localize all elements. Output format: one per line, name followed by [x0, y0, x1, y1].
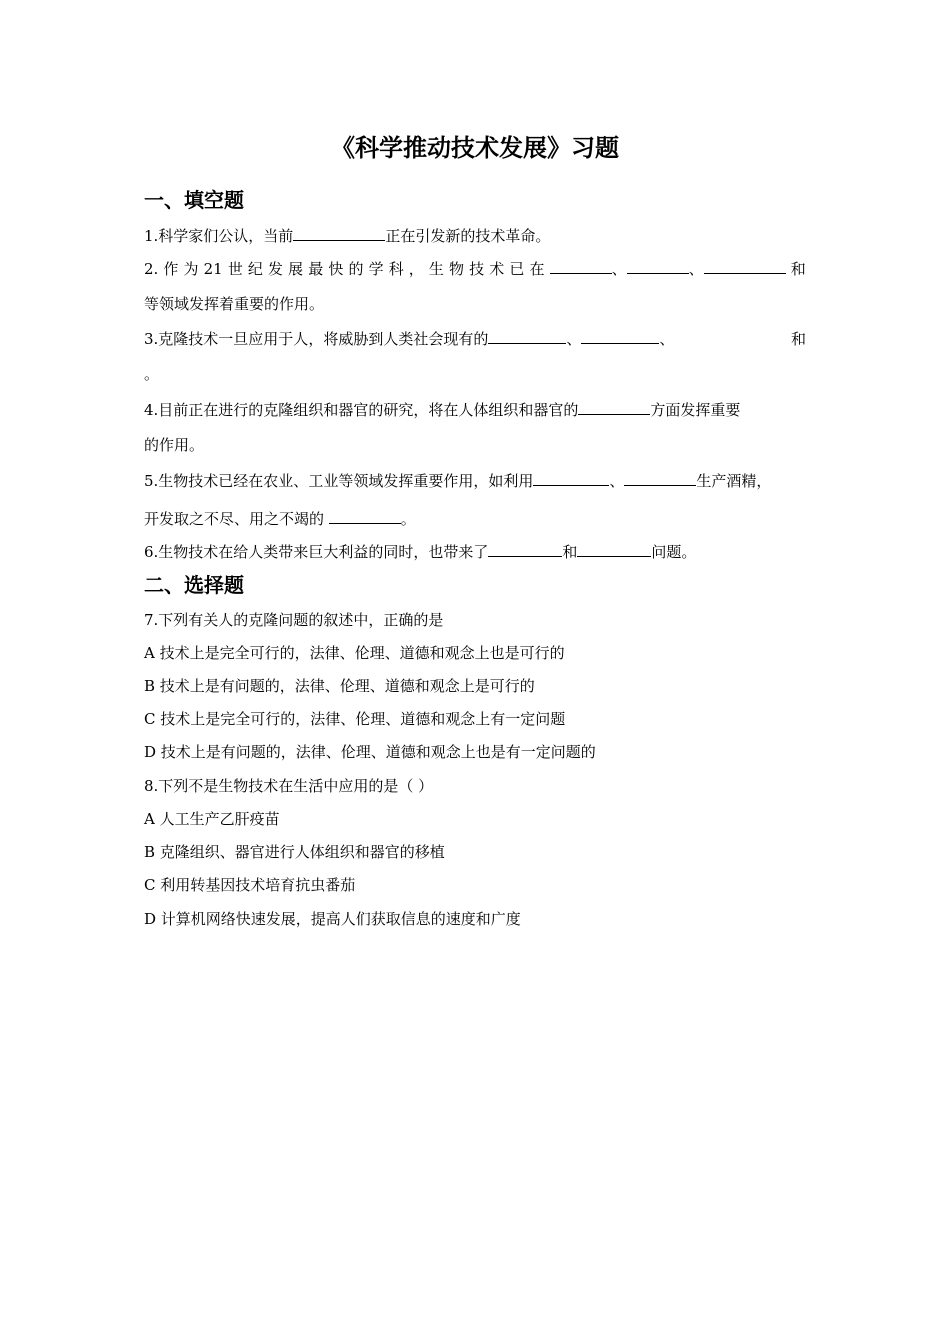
- question-text: 纪: [247, 260, 263, 278]
- question-text: 生: [428, 260, 444, 278]
- section-heading-multiple-choice: 二、选择题: [144, 573, 244, 597]
- question-3-continued: 。: [144, 365, 160, 383]
- question-text: 世: [227, 260, 243, 278]
- question-text: 2.: [144, 260, 159, 278]
- separator-text: 、: [659, 330, 675, 348]
- answer-blank[interactable]: [550, 258, 612, 274]
- question-text: 物: [449, 260, 465, 278]
- question-3: [144, 328, 806, 350]
- question-6: [144, 541, 806, 563]
- question-2: [144, 258, 806, 280]
- separator-text: 、: [688, 260, 704, 278]
- option-d[interactable]: D 技术上是有问题的，法律、伦理、道德和观念上也是有一定问题的: [144, 743, 596, 761]
- answer-blank[interactable]: [577, 541, 651, 557]
- question-text: 开发取之不尽、用之不竭的: [144, 510, 325, 528]
- question-text: 的: [348, 260, 364, 278]
- question-text: 问题。: [651, 543, 697, 561]
- question-text: 最: [308, 260, 324, 278]
- answer-blank[interactable]: [533, 470, 609, 486]
- question-text: 正在引发新的技术革命。: [385, 227, 551, 245]
- option-d[interactable]: D 计算机网络快速发展，提高人们获取信息的速度和广度: [144, 910, 521, 928]
- answer-blank[interactable]: [488, 541, 562, 557]
- option-a[interactable]: A 技术上是完全可行的，法律、伦理、道德和观念上也是可行的: [144, 644, 565, 662]
- question-4: [144, 399, 806, 421]
- question-7-stem: 7.下列有关人的克隆问题的叙述中，正确的是: [144, 611, 444, 629]
- answer-blank[interactable]: [624, 470, 696, 486]
- question-text: 4.目前正在进行的克隆组织和器官的研究，将在人体组织和器官的: [144, 401, 579, 419]
- question-text: [144, 328, 674, 350]
- question-text: 已: [509, 260, 525, 278]
- question-text: 为: [183, 260, 199, 278]
- question-2-continued: 等领域发挥着重要的作用。: [144, 295, 325, 313]
- question-text: ，: [408, 260, 424, 278]
- question-8-stem: 8.下列不是生物技术在生活中应用的是（ ）: [144, 777, 434, 795]
- question-text: 生产酒精，: [696, 472, 772, 490]
- question-text: 。: [400, 510, 416, 528]
- answer-blank[interactable]: [578, 399, 650, 415]
- answer-blank[interactable]: [329, 508, 401, 524]
- question-text: 科: [388, 260, 404, 278]
- question-text: 和: [562, 543, 578, 561]
- page-title: 《科学推动技术发展》习题: [331, 134, 619, 162]
- question-text: 5.生物技术已经在农业、工业等领域发挥重要作用，如利用: [144, 472, 534, 490]
- question-text: 在: [529, 260, 545, 278]
- separator-text: 、: [609, 472, 625, 490]
- separator-text: 、: [611, 260, 627, 278]
- question-text: 3.克隆技术一旦应用于人，将威胁到人类社会现有的: [144, 330, 489, 348]
- answer-blank[interactable]: [627, 258, 689, 274]
- question-text: 技: [469, 260, 485, 278]
- question-text: 学: [368, 260, 384, 278]
- answer-blank[interactable]: [581, 328, 659, 344]
- question-4-continued: 的作用。: [144, 436, 205, 454]
- question-text: 术: [489, 260, 505, 278]
- question-text: 和: [790, 260, 806, 278]
- question-text: 快: [328, 260, 344, 278]
- question-text: 作: [163, 260, 179, 278]
- question-text: 方面发挥重要: [650, 401, 741, 419]
- question-text: 和: [790, 330, 806, 348]
- answer-blank[interactable]: [704, 258, 786, 274]
- question-1: [144, 225, 806, 247]
- question-text: 1.科学家们公认，当前: [144, 227, 294, 245]
- question-text: 6.生物技术在给人类带来巨大利益的同时，也带来了: [144, 543, 489, 561]
- option-c[interactable]: C 利用转基因技术培育抗虫番茄: [144, 876, 356, 894]
- question-text: 展: [288, 260, 304, 278]
- option-b[interactable]: B 克隆组织、器官进行人体组织和器官的移植: [144, 843, 445, 861]
- question-5-continued: [144, 508, 806, 530]
- question-text: 21: [203, 260, 223, 278]
- option-c[interactable]: C 技术上是完全可行的，法律、伦理、道德和观念上有一定问题: [144, 710, 566, 728]
- question-5: [144, 470, 806, 492]
- question-text: 发: [268, 260, 284, 278]
- section-heading-fill-in: 一、填空题: [144, 188, 244, 212]
- option-b[interactable]: B 技术上是有问题的，法律、伦理、道德和观念上是可行的: [144, 677, 535, 695]
- answer-group: [550, 258, 786, 280]
- answer-blank[interactable]: [488, 328, 566, 344]
- separator-text: 、: [566, 330, 582, 348]
- option-a[interactable]: A 人工生产乙肝疫苗: [144, 810, 280, 828]
- answer-blank[interactable]: [293, 225, 385, 241]
